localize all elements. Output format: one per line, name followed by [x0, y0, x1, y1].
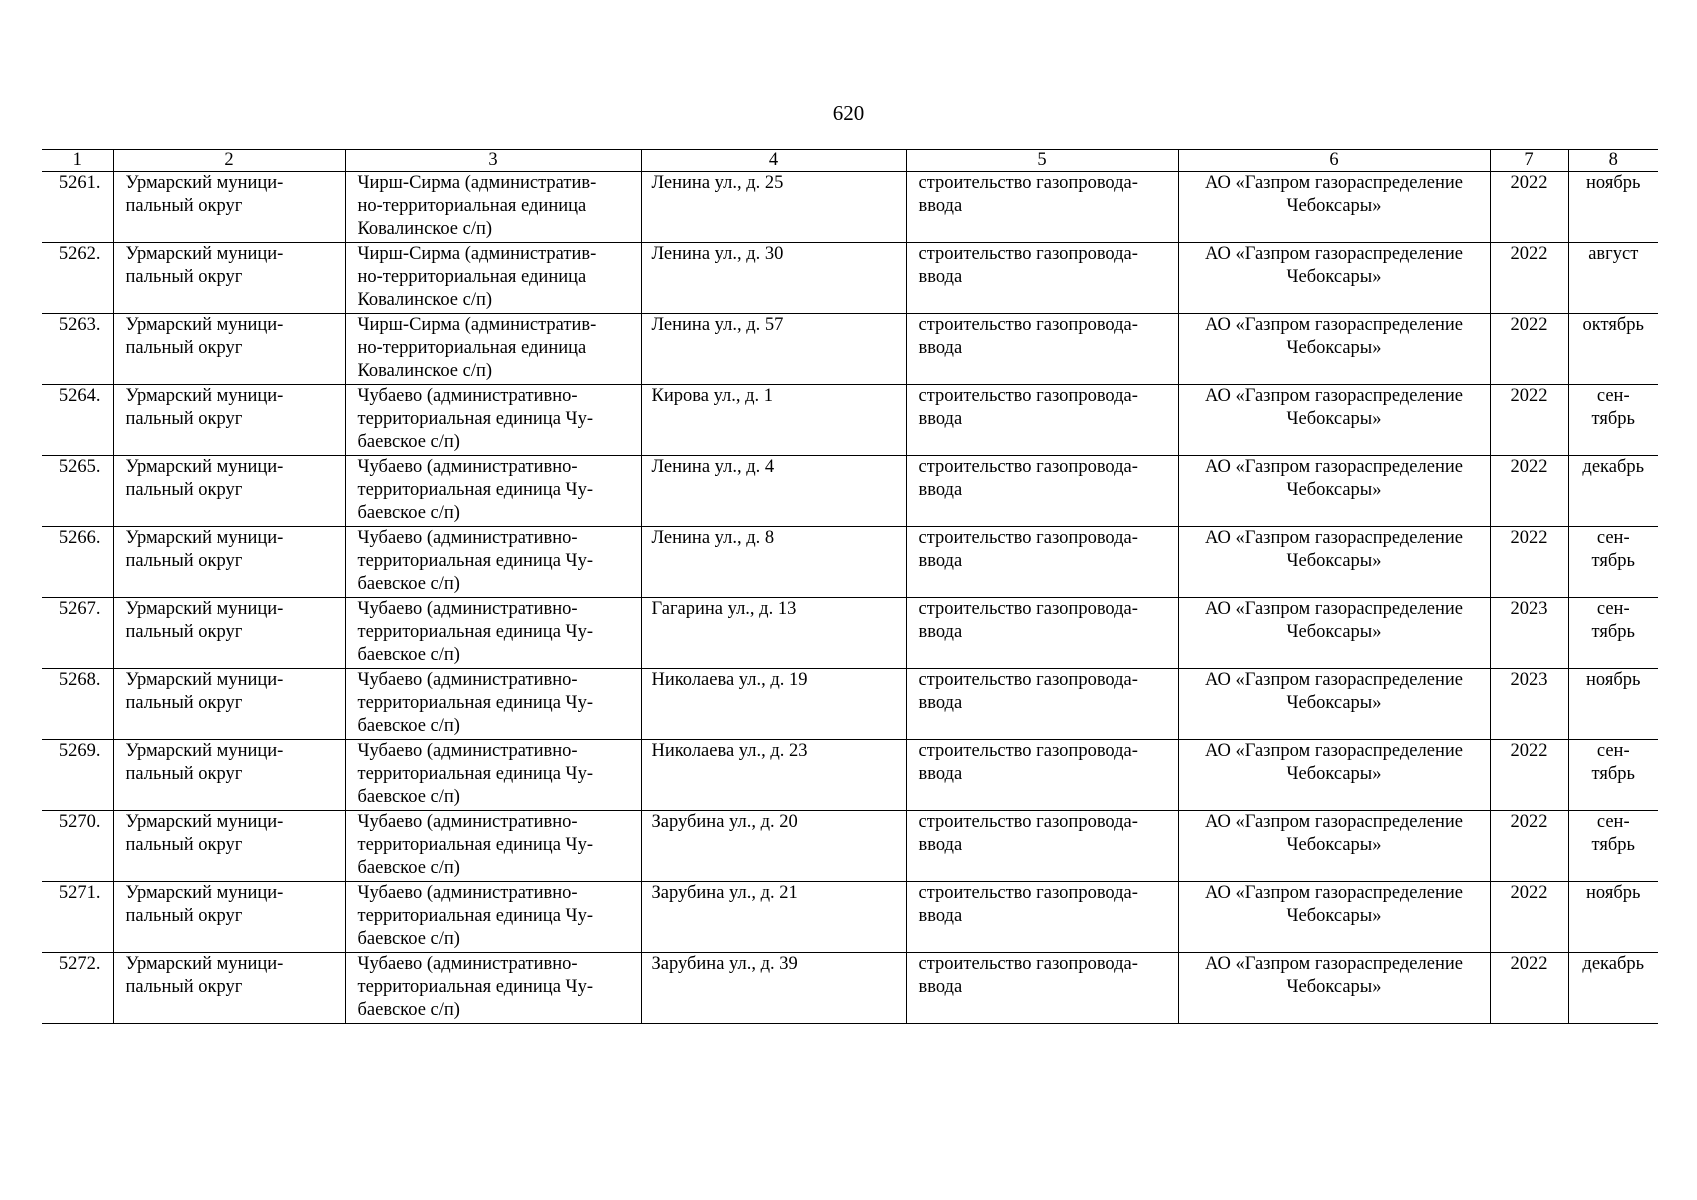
address-cell: Гагарина ул., д. 13 — [641, 598, 906, 669]
table-row — [42, 598, 1658, 669]
organization-cell: АО «Газпром газораспределение Чебоксары» — [1178, 811, 1490, 882]
address-cell: Зарубина ул., д. 20 — [641, 811, 906, 882]
column-header: 6 — [1178, 150, 1490, 172]
organization-cell: АО «Газпром газораспределение Чебоксары» — [1178, 669, 1490, 740]
month-cell: ноябрь — [1568, 882, 1658, 953]
column-header: 5 — [906, 150, 1178, 172]
address-cell: Кирова ул., д. 1 — [641, 385, 906, 456]
header-row — [42, 150, 1658, 172]
district-cell: Урмарский муници- пальный округ — [113, 669, 345, 740]
work-type-cell: строительство газопровода- ввода — [906, 385, 1178, 456]
address-cell: Николаева ул., д. 23 — [641, 740, 906, 811]
work-type-cell: строительство газопровода- ввода — [906, 669, 1178, 740]
district-cell: Урмарский муници- пальный округ — [113, 740, 345, 811]
settlement-cell: Чубаево (административно- территориальная единица Чу- баевское с/п) — [345, 953, 641, 1024]
address-cell: Ленина ул., д. 57 — [641, 314, 906, 385]
row-number-cell: 5265. — [42, 456, 113, 527]
row-number-cell: 5267. — [42, 598, 113, 669]
month-cell: октябрь — [1568, 314, 1658, 385]
table-body — [42, 172, 1658, 1024]
district-cell: Урмарский муници- пальный округ — [113, 243, 345, 314]
month-cell: ноябрь — [1568, 669, 1658, 740]
organization-cell: АО «Газпром газораспределение Чебоксары» — [1178, 598, 1490, 669]
organization-cell: АО «Газпром газораспределение Чебоксары» — [1178, 953, 1490, 1024]
table-row — [42, 243, 1658, 314]
organization-cell: АО «Газпром газораспределение Чебоксары» — [1178, 456, 1490, 527]
row-number-cell: 5264. — [42, 385, 113, 456]
year-cell: 2022 — [1490, 740, 1568, 811]
month-cell: ноябрь — [1568, 172, 1658, 243]
year-cell: 2022 — [1490, 456, 1568, 527]
month-cell: сен- тябрь — [1568, 527, 1658, 598]
organization-cell: АО «Газпром газораспределение Чебоксары» — [1178, 172, 1490, 243]
settlement-cell: Чирш-Сирма (административ- но-территориальная единица Ковалинское с/п) — [345, 314, 641, 385]
table-row — [42, 811, 1658, 882]
column-header: 8 — [1568, 150, 1658, 172]
row-number-cell: 5269. — [42, 740, 113, 811]
row-number-cell: 5262. — [42, 243, 113, 314]
year-cell: 2022 — [1490, 811, 1568, 882]
address-cell: Ленина ул., д. 8 — [641, 527, 906, 598]
organization-cell: АО «Газпром газораспределение Чебоксары» — [1178, 385, 1490, 456]
settlement-cell: Чирш-Сирма (административ- но-территориальная единица Ковалинское с/п) — [345, 172, 641, 243]
settlement-cell: Чубаево (административно- территориальная единица Чу- баевское с/п) — [345, 740, 641, 811]
table-row — [42, 882, 1658, 953]
row-number-cell: 5268. — [42, 669, 113, 740]
row-number-cell: 5272. — [42, 953, 113, 1024]
year-cell: 2023 — [1490, 669, 1568, 740]
row-number-cell: 5263. — [42, 314, 113, 385]
work-type-cell: строительство газопровода- ввода — [906, 882, 1178, 953]
settlement-cell: Чирш-Сирма (административ- но-территориальная единица Ковалинское с/п) — [345, 243, 641, 314]
year-cell: 2023 — [1490, 598, 1568, 669]
row-number-cell: 5271. — [42, 882, 113, 953]
address-cell: Ленина ул., д. 4 — [641, 456, 906, 527]
page-number: 620 — [832, 101, 865, 125]
table-row — [42, 527, 1658, 598]
year-cell: 2022 — [1490, 882, 1568, 953]
settlement-cell: Чубаево (административно- территориальная единица Чу- баевское с/п) — [345, 598, 641, 669]
district-cell: Урмарский муници- пальный округ — [113, 811, 345, 882]
work-type-cell: строительство газопровода- ввода — [906, 527, 1178, 598]
organization-cell: АО «Газпром газораспределение Чебоксары» — [1178, 314, 1490, 385]
table-row — [42, 314, 1658, 385]
settlement-cell: Чубаево (административно- территориальная единица Чу- баевское с/п) — [345, 456, 641, 527]
work-type-cell: строительство газопровода- ввода — [906, 243, 1178, 314]
column-header: 3 — [345, 150, 641, 172]
month-cell: сен- тябрь — [1568, 598, 1658, 669]
district-cell: Урмарский муници- пальный округ — [113, 385, 345, 456]
table-row — [42, 669, 1658, 740]
table-row — [42, 172, 1658, 243]
settlement-cell: Чубаево (административно- территориальная единица Чу- баевское с/п) — [345, 669, 641, 740]
table-row — [42, 385, 1658, 456]
month-cell: август — [1568, 243, 1658, 314]
table-row — [42, 740, 1658, 811]
row-number-cell: 5266. — [42, 527, 113, 598]
district-cell: Урмарский муници- пальный округ — [113, 953, 345, 1024]
work-type-cell: строительство газопровода- ввода — [906, 740, 1178, 811]
settlement-cell: Чубаево (административно- территориальная единица Чу- баевское с/п) — [345, 882, 641, 953]
row-number-cell: 5261. — [42, 172, 113, 243]
organization-cell: АО «Газпром газораспределение Чебоксары» — [1178, 740, 1490, 811]
work-type-cell: строительство газопровода- ввода — [906, 456, 1178, 527]
gasification-table — [42, 149, 1658, 1024]
year-cell: 2022 — [1490, 527, 1568, 598]
year-cell: 2022 — [1490, 243, 1568, 314]
district-cell: Урмарский муници- пальный округ — [113, 456, 345, 527]
work-type-cell: строительство газопровода- ввода — [906, 172, 1178, 243]
month-cell: декабрь — [1568, 456, 1658, 527]
address-cell: Ленина ул., д. 25 — [641, 172, 906, 243]
address-cell: Зарубина ул., д. 21 — [641, 882, 906, 953]
column-header: 4 — [641, 150, 906, 172]
table-row — [42, 953, 1658, 1024]
address-cell: Зарубина ул., д. 39 — [641, 953, 906, 1024]
month-cell: сен- тябрь — [1568, 740, 1658, 811]
year-cell: 2022 — [1490, 172, 1568, 243]
table-row — [42, 456, 1658, 527]
settlement-cell: Чубаево (административно- территориальная единица Чу- баевское с/п) — [345, 385, 641, 456]
district-cell: Урмарский муници- пальный округ — [113, 314, 345, 385]
month-cell: сен- тябрь — [1568, 385, 1658, 456]
district-cell: Урмарский муници- пальный округ — [113, 598, 345, 669]
work-type-cell: строительство газопровода- ввода — [906, 314, 1178, 385]
district-cell: Урмарский муници- пальный округ — [113, 527, 345, 598]
year-cell: 2022 — [1490, 385, 1568, 456]
address-cell: Ленина ул., д. 30 — [641, 243, 906, 314]
district-cell: Урмарский муници- пальный округ — [113, 882, 345, 953]
year-cell: 2022 — [1490, 314, 1568, 385]
work-type-cell: строительство газопровода- ввода — [906, 953, 1178, 1024]
month-cell: сен- тябрь — [1568, 811, 1658, 882]
organization-cell: АО «Газпром газораспределение Чебоксары» — [1178, 882, 1490, 953]
column-header: 1 — [42, 150, 113, 172]
district-cell: Урмарский муници- пальный округ — [113, 172, 345, 243]
row-number-cell: 5270. — [42, 811, 113, 882]
organization-cell: АО «Газпром газораспределение Чебоксары» — [1178, 527, 1490, 598]
month-cell: декабрь — [1568, 953, 1658, 1024]
column-header: 7 — [1490, 150, 1568, 172]
year-cell: 2022 — [1490, 953, 1568, 1024]
work-type-cell: строительство газопровода- ввода — [906, 811, 1178, 882]
work-type-cell: строительство газопровода- ввода — [906, 598, 1178, 669]
organization-cell: АО «Газпром газораспределение Чебоксары» — [1178, 243, 1490, 314]
settlement-cell: Чубаево (административно- территориальная единица Чу- баевское с/п) — [345, 527, 641, 598]
address-cell: Николаева ул., д. 19 — [641, 669, 906, 740]
column-header: 2 — [113, 150, 345, 172]
settlement-cell: Чубаево (административно- территориальная единица Чу- баевское с/п) — [345, 811, 641, 882]
